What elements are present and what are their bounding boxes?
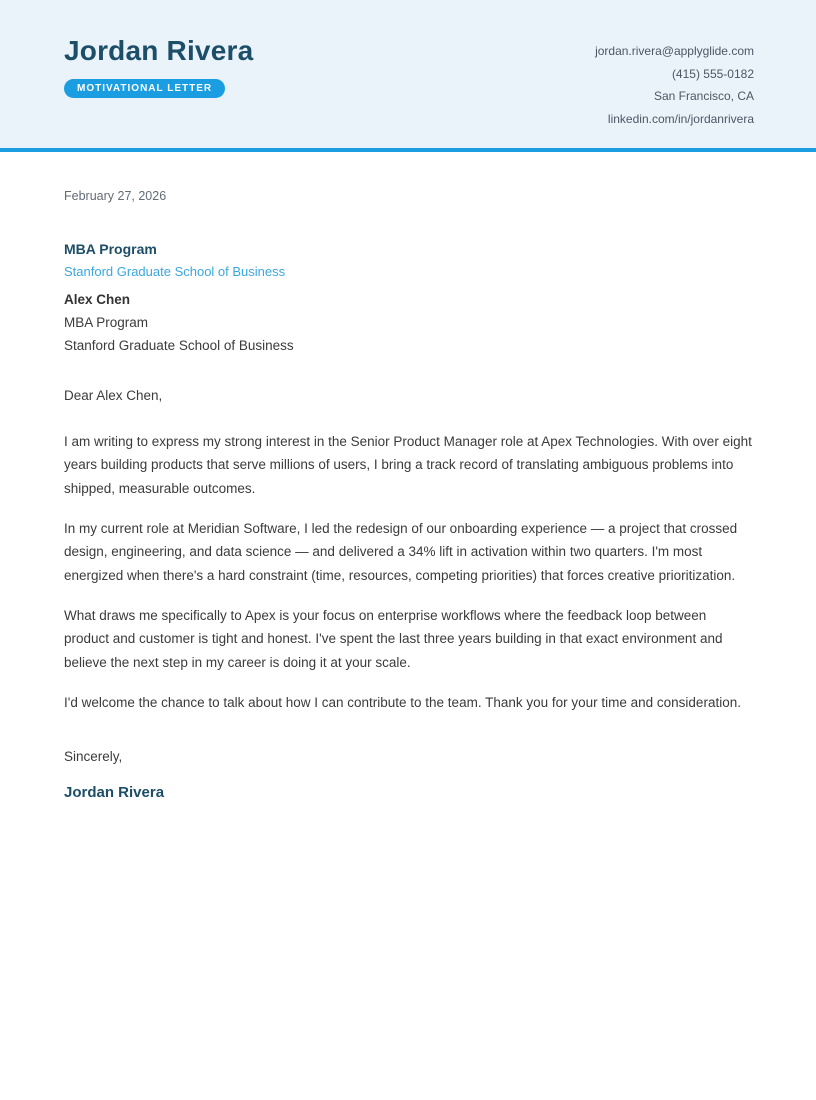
salutation: Dear Alex Chen,	[64, 387, 163, 403]
recipient-contact-name: Alex Chen	[64, 292, 131, 307]
letter-content	[0, 189, 816, 802]
letter-header	[0, 0, 816, 152]
contact-email: jordan.rivera@applyglide.com	[595, 44, 754, 58]
recipient-school-link[interactable]: Stanford Graduate School of Business	[64, 264, 286, 279]
contact-info	[595, 36, 754, 148]
header-identity	[64, 36, 253, 148]
recipient-contact-program: MBA Program	[64, 315, 149, 330]
paragraph-thanks: I'd welcome the chance to talk about how I can contribute to the team. Thank you for your time and consideration.	[64, 694, 741, 710]
paragraph-intro: I am writing to express my strong interest in the Senior Product Manager role at Apex Technologies. With over eight years building products that serve millions of users, I bring a track record of translating ambiguous problems into shipped, measurable outcomes.	[64, 433, 752, 496]
applicant-name: Jordan Rivera	[64, 35, 254, 66]
closing-line: Sincerely,	[64, 748, 123, 764]
letter-type-badge: MOTIVATIONAL LETTER	[64, 79, 225, 98]
contact-location: San Francisco, CA	[653, 89, 754, 103]
contact-phone: (415) 555-0182	[671, 66, 754, 81]
contact-linkedin: linkedin.com/in/jordanrivera	[607, 111, 754, 126]
recipient-program-heading: MBA Program	[64, 241, 157, 257]
recipient-contact-school: Stanford Graduate School of Business	[64, 338, 294, 353]
letter-date: February 27, 2026	[64, 189, 167, 203]
paragraph-experience: In my current role at Meridian Software, I led the redesign of our onboarding experience — a project that crossed design, engineering, and data science — and delivered a 34% lift in activation within two quarters. I'm most energized when there's a hard constraint (time, resources, competing priorities) that forces creative prioritization.	[64, 520, 738, 584]
paragraph-motivation: What draws me specifically to Apex is your focus on enterprise workflows where the feedback loop between product and customer is tight and honest. I've spent the last three years building in that exact environment and believe the next step in my career is doing it at your scale.	[64, 607, 723, 671]
recipient-block	[64, 241, 752, 355]
signature-name: Jordan Rivera	[64, 783, 165, 801]
